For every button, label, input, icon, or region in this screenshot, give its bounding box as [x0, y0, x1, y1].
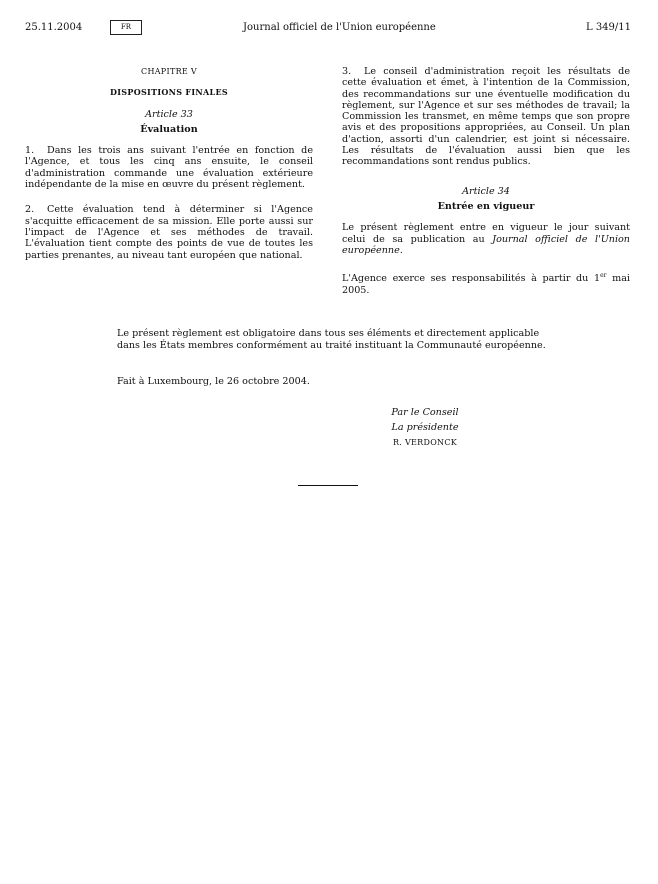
- paragraph-5-text: L'Agence exerce ses responsabilités à partir du 1: [342, 273, 601, 285]
- signature-name: R. VERDONCK: [392, 438, 458, 447]
- end-separator-line: [298, 485, 358, 486]
- article-34-title: Entrée en vigueur: [437, 200, 535, 212]
- header-date: 25.11.2004: [25, 22, 83, 33]
- paragraph-3-number: 3.: [342, 66, 352, 77]
- journal-title: Journal officiel de l'Union européenne: [243, 22, 436, 33]
- chapter-title: DISPOSITIONS FINALES: [110, 87, 228, 98]
- article-33-title: Évaluation: [140, 123, 198, 135]
- paragraph-5-end: mai 2005.: [342, 273, 631, 296]
- paragraph-1-text: Dans les trois ans suivant l'entrée en fonction de l'Agence, et tous les cinq ans ensuite, le conseil d'administration commande une évaluation extérieure indépendante de la mise en œuvre du présent règlement.: [25, 145, 313, 191]
- language-box: FR: [110, 20, 142, 35]
- paragraph-1: [25, 145, 313, 190]
- place-and-date: Fait à Luxembourg, le 26 octobre 2004.: [117, 376, 310, 387]
- signature-role: La présidente: [391, 422, 459, 433]
- signature-block: [370, 405, 480, 450]
- paragraph-4: [342, 222, 630, 256]
- paragraph-5-sup: er: [600, 272, 607, 280]
- signature-for: Par le Conseil: [391, 407, 459, 418]
- paragraph-2-text: Cette évaluation tend à déterminer si l'Agence s'acquitte efficacement de sa mission. Elle porte aussi sur l'impact de l'Agence et ses méthodes de travail. L'évaluation tient compte des points de vue de toutes les parties prenantes, au niveau tant européen que national.: [25, 204, 313, 261]
- paragraph-4-end: .: [399, 244, 403, 256]
- right-column: [342, 66, 630, 296]
- article-33-label: Article 33: [145, 108, 193, 120]
- page-reference: L 349/11: [586, 22, 631, 33]
- paragraph-3: [342, 66, 630, 168]
- journal-reference: Journal officiel de l'Union européenne: [342, 233, 630, 256]
- left-column: [25, 66, 313, 261]
- binding-statement: Le présent règlement est obligatoire dans tous ses éléments et directement applicable dans les États membres conformément au traité instituant la Communauté européenne.: [117, 328, 546, 351]
- paragraph-4-text: Le présent règlement entre en vigueur le jour suivant celui de sa publication au: [342, 222, 630, 245]
- paragraph-5: [342, 270, 630, 296]
- page-header: [25, 22, 631, 38]
- paragraph-3-text: Le conseil d'administration reçoit les résultats de cette évaluation et émet, à l'intention de la Commission, des recommandations sur une éventuelle modification du règlement, sur l'Agence et sur ses méthodes de travail; la Commission les transmet, en même temps que son propre avis et des propositions appropriées, au Conseil. Un plan d'action, assorti d'un calendrier, est joint si nécessaire. Les résultats de l'évaluation aussi bien que les recommandations sont rendus publics.: [342, 66, 630, 168]
- chapter-label: CHAPITRE V: [141, 67, 197, 76]
- paragraph-1-number: 1.: [25, 145, 35, 157]
- paragraph-2: [25, 204, 313, 260]
- paragraph-2-number: 2.: [25, 204, 35, 216]
- article-34-label: Article 34: [462, 185, 510, 197]
